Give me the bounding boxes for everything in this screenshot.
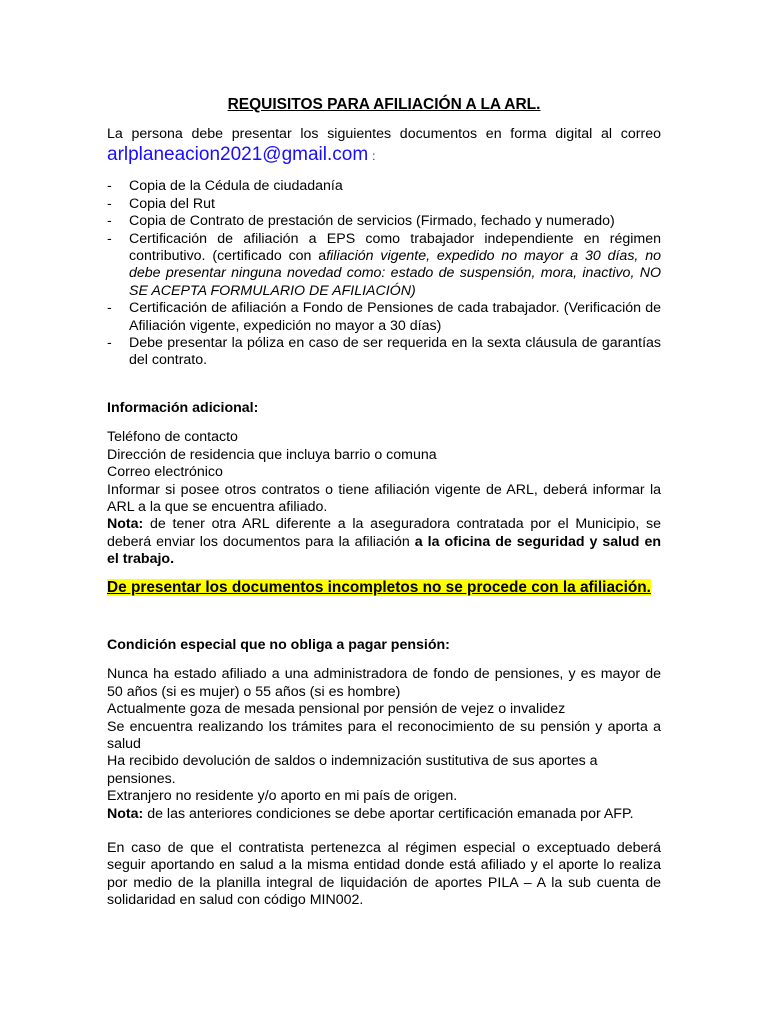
page-title: REQUISITOS PARA AFILIACIÓN A LA ARL. <box>227 96 541 113</box>
list-item-text: Certificación de afiliación a Fondo de Pensiones de cada trabajador. (Verificación de Afiliación vigente, expedición no mayor a 30 días) <box>129 300 661 334</box>
list-item <box>107 178 661 195</box>
text-line: Correo electrónico <box>107 464 223 481</box>
list-item-text: Copia de la Cédula de ciudadanía <box>129 178 343 195</box>
note-label: Nota: <box>107 805 144 822</box>
note-text: de las anteriores condiciones se debe aportar certificación emanada por AFP. <box>143 805 634 822</box>
intro-paragraph: La persona debe presentar los siguientes documentos en forma digital al correo <box>107 126 661 142</box>
note-text: de tener otra ARL diferente a la aseguradora contratada por el Municipio, se deberá enviar los documentos para la afiliación <box>107 516 661 550</box>
note-label: Nota: <box>107 516 144 533</box>
list-item-text: Copia de Contrato de prestación de servicios (Firmado, fechado y numerado) <box>129 213 615 230</box>
text-line: Extranjero no residente y/o aporto en mi país de origen. <box>107 788 458 805</box>
list-dash: - <box>107 195 112 212</box>
list-item <box>107 335 661 370</box>
list-item-italic-text: filiación vigente, expedido no mayor a 30 días, no debe presentar ninguna novedad como: estado de suspensión, mora, inactivo, NO SE ACEPTA FORMULARIO DE AFILIACIÓN) <box>129 248 661 299</box>
email-colon: : <box>372 149 376 164</box>
warning-line <box>107 579 661 597</box>
email-line <box>107 143 661 168</box>
list-item <box>107 231 661 301</box>
additional-info-section <box>107 429 661 568</box>
list-item-text: Debe presentar la póliza en caso de ser requerida en la sexta cláusula de garantías del contrato. <box>129 335 661 369</box>
text-line: Teléfono de contacto <box>107 429 238 446</box>
text-line: Nunca ha estado afiliado a una administradora de fondo de pensiones, y es mayor de 50 años (si es mujer) o 55 años (si es hombre) <box>107 666 661 700</box>
list-item <box>107 196 661 213</box>
text-line: Actualmente goza de mesada pensional por pensión de vejez o invalidez <box>107 701 566 718</box>
text-line: Se encuentra realizando los trámites para el reconocimiento de su pensión y aporta a salud <box>107 718 661 752</box>
list-item-text: Copia del Rut <box>129 195 215 212</box>
list-dash: - <box>107 213 112 230</box>
warning-highlight: De presentar los documentos incompletos no se procede con la afiliación. <box>107 578 651 596</box>
text-line: Ha recibido devolución de saldos o indemnización sustitutiva de sus aportes a pensiones. <box>107 753 598 787</box>
special-condition-heading: Condición especial que no obliga a pagar pensión: <box>107 636 450 653</box>
list-item <box>107 213 661 230</box>
list-dash: - <box>107 230 112 247</box>
closing-paragraph: En caso de que el contratista pertenezca al régimen especial o exceptuado deberá seguir aportando en salud a la misma entidad donde está afiliado y el aporte lo realiza por medio de la planilla integral de liquidación de aportes PILA – A la sub cuenta de solidaridad en salud con código MIN002. <box>107 840 661 909</box>
text-line: Dirección de residencia que incluya barrio o comuna <box>107 446 437 463</box>
list-dash: - <box>107 335 112 352</box>
note-paragraph <box>107 806 661 823</box>
text-line: Informar si posee otros contratos o tiene afiliación vigente de ARL, deberá informar la ARL a la que se encuentra afiliado. <box>107 481 661 515</box>
list-dash: - <box>107 178 112 195</box>
list-item <box>107 300 661 335</box>
additional-info-heading: Información adicional: <box>107 399 259 416</box>
requirements-list <box>107 178 661 369</box>
list-item-text: Certificación de afiliación a EPS como trabajador independiente en régimen contributivo. (certificado con a <box>129 230 661 265</box>
note-paragraph <box>107 516 661 568</box>
special-condition-section <box>107 666 661 823</box>
email-link[interactable]: arlplaneacion2021@gmail.com <box>107 144 369 166</box>
note-bold-text: a la oficina de seguridad y salud en el trabajo. <box>107 533 661 568</box>
list-dash: - <box>107 300 112 317</box>
